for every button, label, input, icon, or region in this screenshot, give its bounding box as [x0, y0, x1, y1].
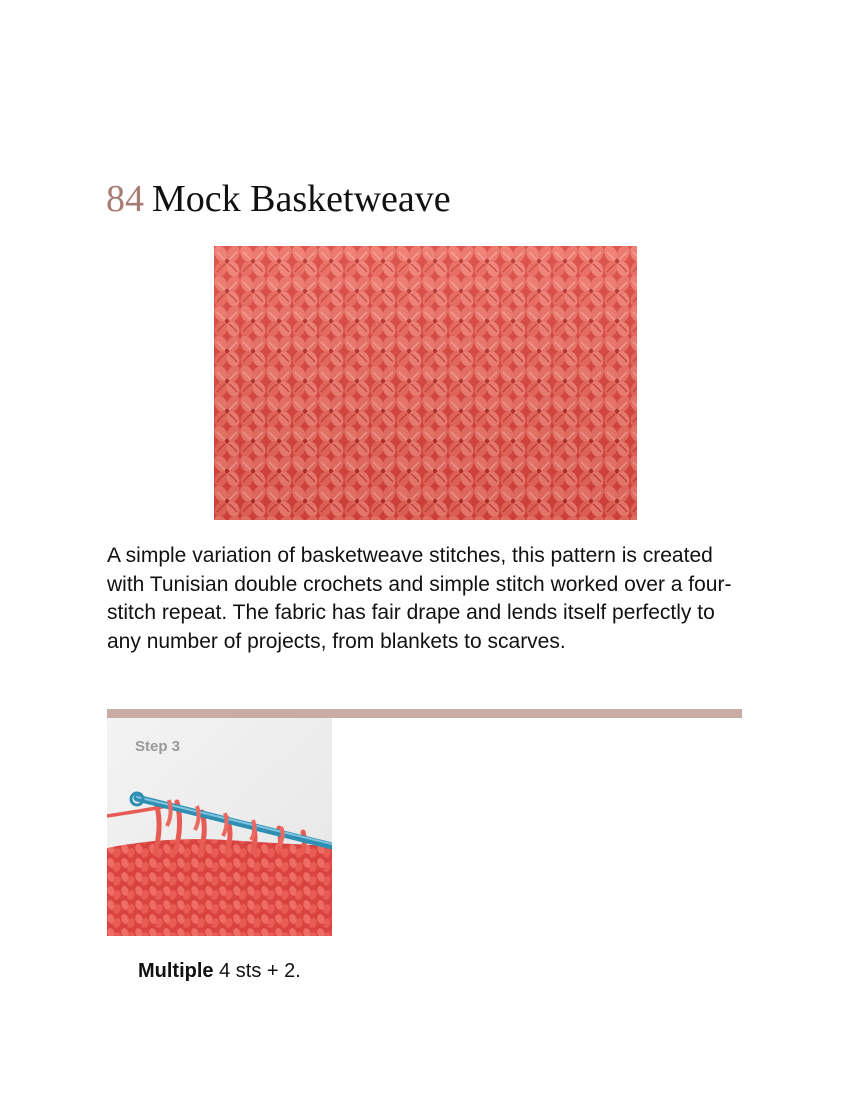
pattern-name: Mock Basketweave [152, 178, 451, 220]
multiple-info [138, 958, 301, 984]
pattern-number: 84 [106, 178, 144, 220]
section-divider [107, 709, 742, 718]
swatch-photo [214, 246, 637, 520]
step-photo [107, 718, 332, 936]
page-title [106, 176, 451, 222]
multiple-label: Multiple [138, 960, 214, 982]
step-label: Step 3 [135, 738, 181, 755]
multiple-value: 4 sts + 2. [219, 960, 301, 982]
pattern-description: A simple variation of basketweave stitches, this pattern is created with Tunisian double crochets and simple stitch worked over a four-stitch repeat. The fabric has fair drape and lends itself perfectly to any number of projects, from blankets to scarves. [107, 544, 732, 653]
